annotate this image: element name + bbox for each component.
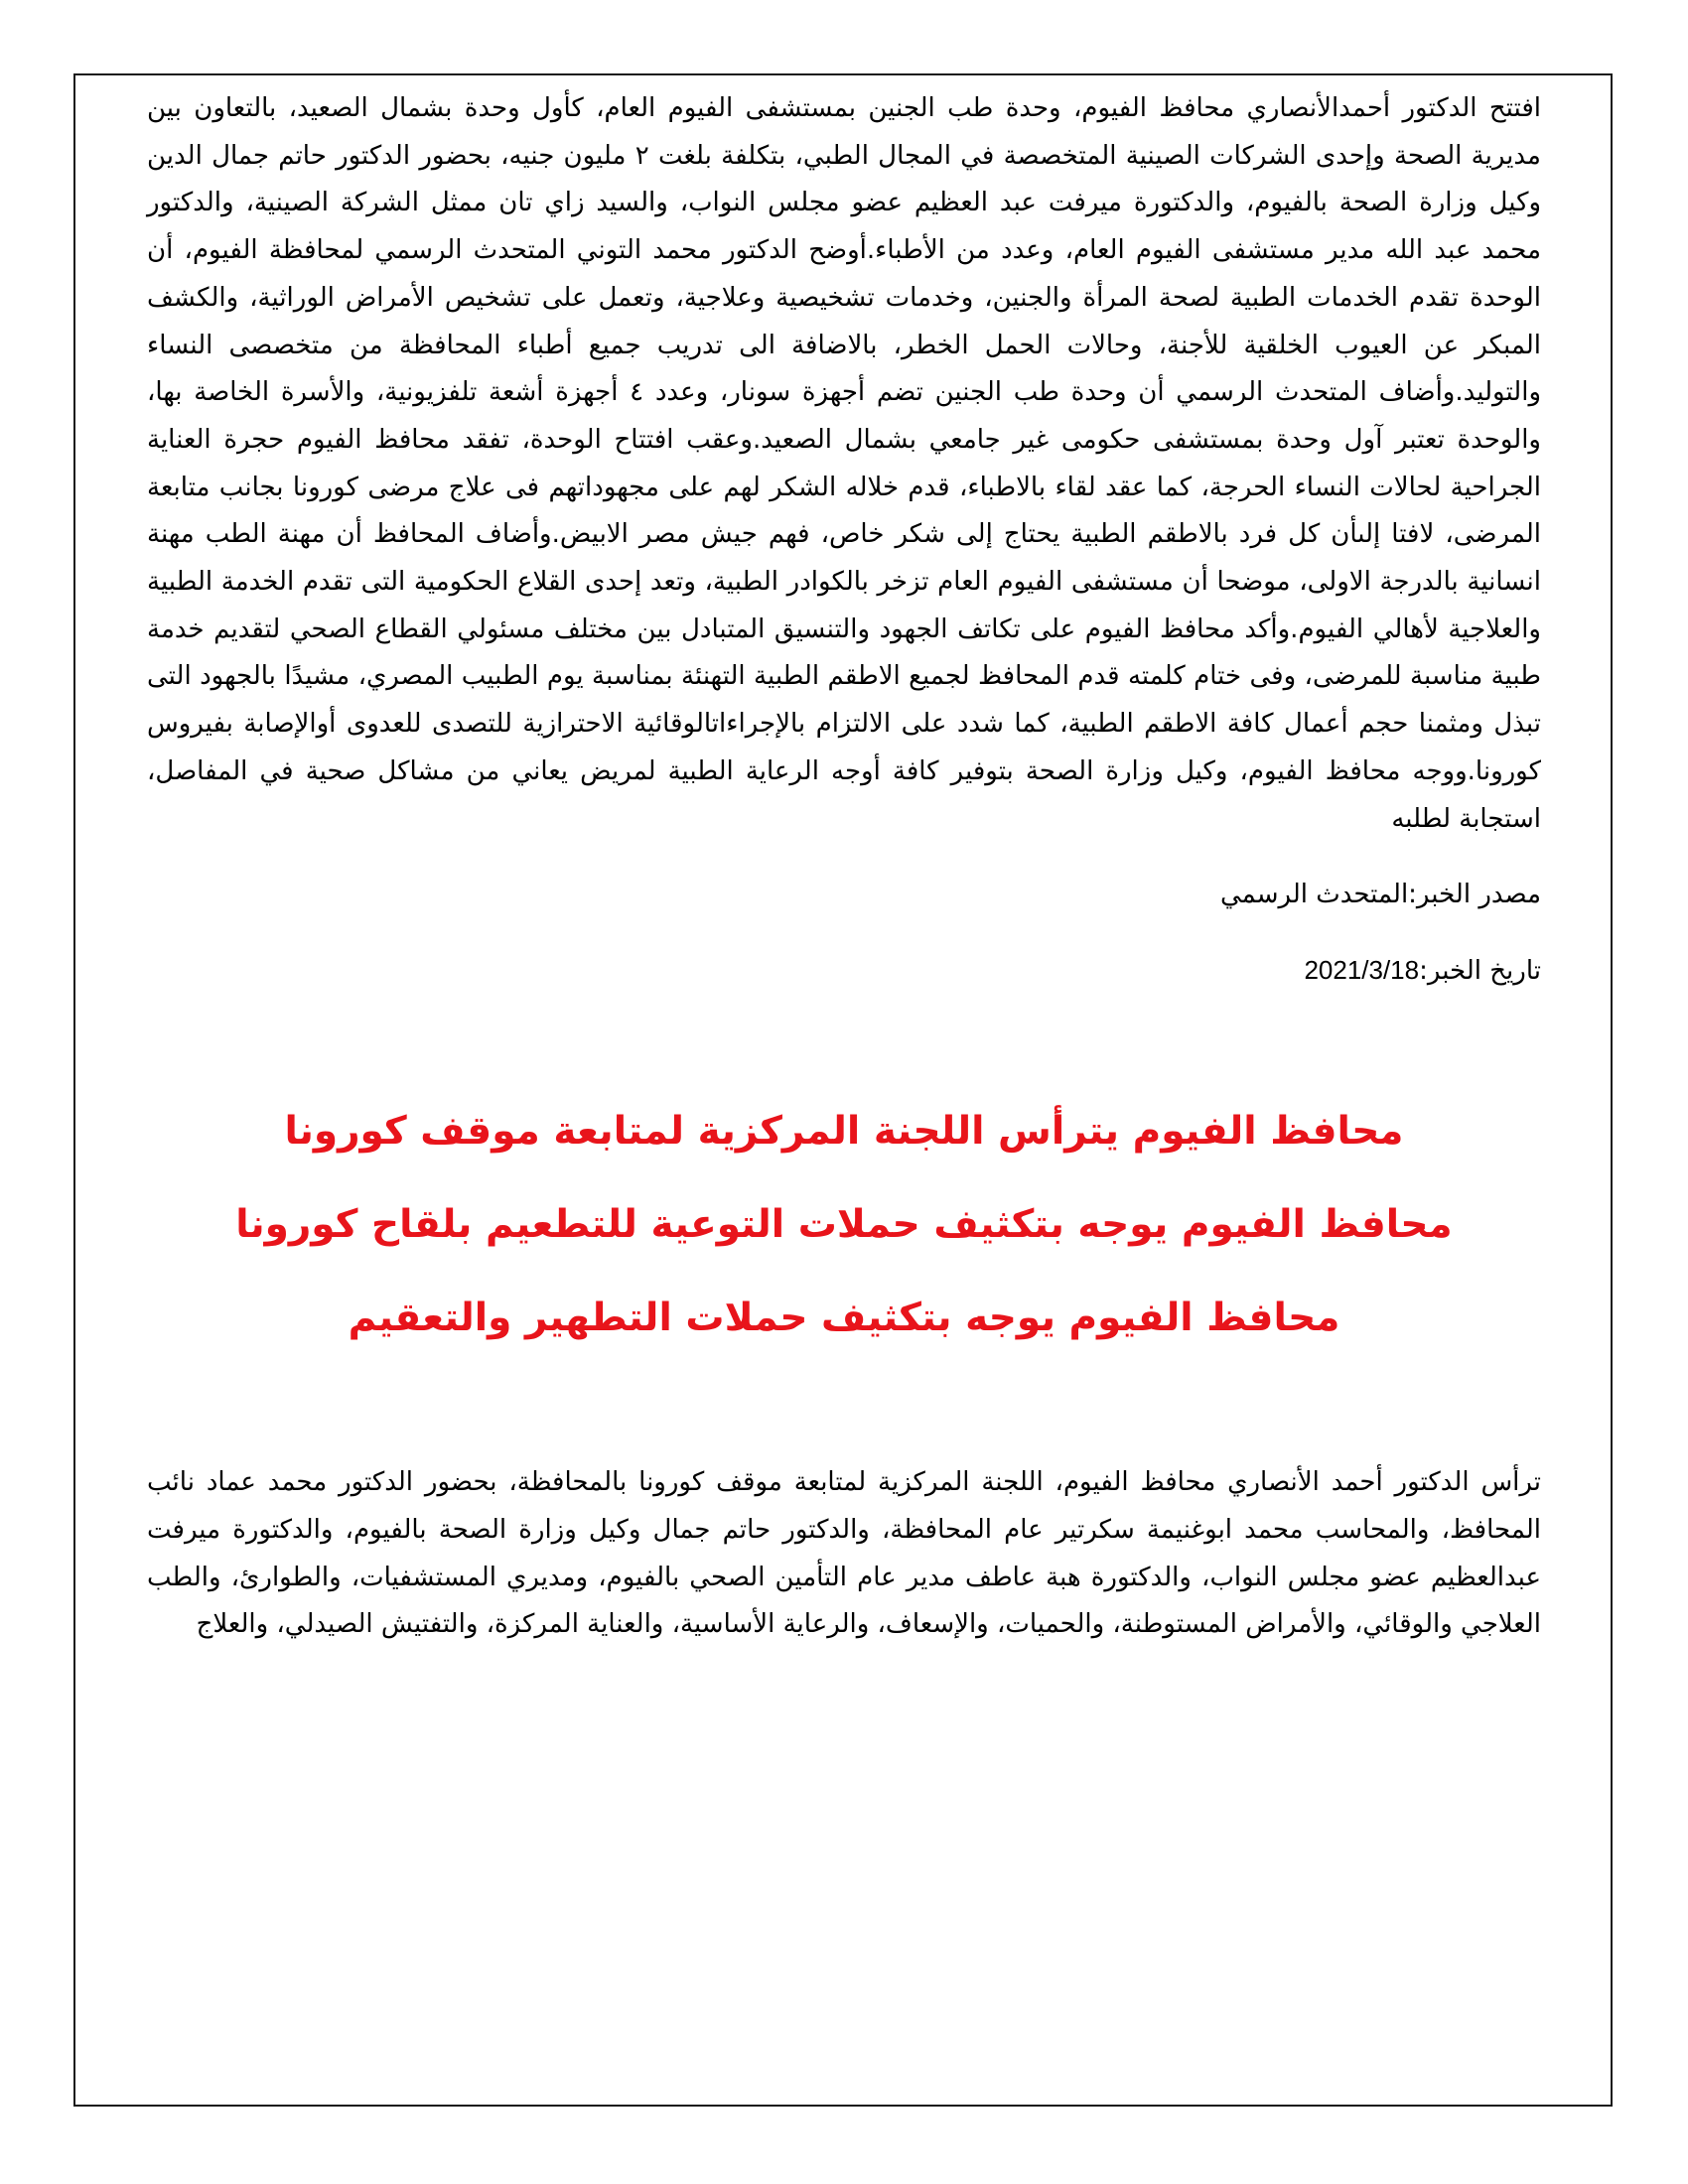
news-date-value: 2021/3/18 [1304, 955, 1420, 986]
news-source: مصدر الخبر:المتحدث الرسمي [1220, 880, 1541, 910]
news-date [147, 950, 1541, 991]
article-body-second: ترأس الدكتور أحمد الأنصاري محافظ الفيوم، اللجنة المركزية لمتابعة موقف كورونا بالمحافظة، بحضور الدكتور محمد عماد نائب المحافظ، والمحاسب محمد ابوغنيمة سكرتير عام المحافظة، والدكتور حاتم جمال وكيل وزارة الصحة بالفيوم، والدكتورة ميرفت عبدالعظيم عضو مجلس النواب، والدكتورة هبة عاطف مدير عام التأمين الصحي بالفيوم، ومديري المستشفيات، والطوارئ، والطب العلاجي والوقائي، والأمراض المستوطنة، والحميات، والإسعاف، والرعاية الأساسية، والعناية المركزة، والتفتيش الصيدلي، والعلاج [147, 1467, 1541, 1640]
headlines-block [147, 1108, 1541, 1342]
document-content [147, 85, 1541, 1649]
headline: محافظ الفيوم يوجه بتكثيف حملات التوعية للتطعيم بلقاح كورونا [235, 1202, 1453, 1248]
news-date-label: تاريخ الخبر: [1419, 956, 1541, 987]
headline: محافظ الفيوم يوجه بتكثيف حملات التطهير والتعقيم [348, 1296, 1340, 1341]
headline: محافظ الفيوم يترأس اللجنة المركزية لمتابعة موقف كورونا [284, 1109, 1404, 1155]
article-body: افتتح الدكتور أحمدالأنصاري محافظ الفيوم، وحدة طب الجنين بمستشفى الفيوم العام، كأول وحدة بشمال الصعيد، بالتعاون بين مديرية الصحة وإحدى الشركات الصينية المتخصصة في المجال الطبي، بتكلفة بلغت ٢ مليون جنيه، بحضور الدكتور حاتم جمال الدين وكيل وزارة الصحة بالفيوم، والدكتورة ميرفت عبد العظيم عضو مجلس النواب، والسيد زاي تان ممثل الشركة الصينية، والدكتور محمد عبد الله مدير مستشفى الفيوم العام، وعدد من الأطباء.أوضح الدكتور محمد التوني المتحدث الرسمي لمحافظة الفيوم، أن الوحدة تقدم الخدمات الطبية لصحة المرأة والجنين، وخدمات تشخيصية وعلاجية، وتعمل على تشخيص الأمراض الوراثية، والكشف المبكر عن العيوب الخلقية للأجنة، وحالات الحمل الخطر، بالاضافة الى تدريب جميع أطباء المحافظة من متخصصى النساء والتوليد.وأضاف المتحدث الرسمي أن وحدة طب الجنين تضم أجهزة سونار، وعدد ٤ أجهزة أشعة تلفزيونية، والأسرة الخاصة بها، والوحدة تعتبر آول وحدة بمستشفى حكومى غير جامعي بشمال الصعيد.وعقب افتتاح الوحدة، تفقد محافظ الفيوم حجرة العناية الجراحية لحالات النساء الحرجة، كما عقد لقاء بالاطباء، قدم خلاله الشكر لهم على مجهوداتهم فى علاج مرضى كورونا بجانب متابعة المرضى، لافتا إلىأن كل فرد بالاطقم الطبية يحتاج إلى شكر خاص، فهم جيش مصر الابيض.وأضاف المحافظ أن مهنة الطب مهنة انسانية بالدرجة الاولى، موضحا أن مستشفى الفيوم العام تزخر بالكوادر الطبية، وتعد إحدى القلاع الحكومية التى تقدم الخدمة الطبية والعلاجية لأهالي الفيوم.وأكد محافظ الفيوم على تكاتف الجهود والتنسيق المتبادل بين مختلف مسئولي القطاع الصحي لتقديم خدمة طبية مناسبة للمرضى، وفى ختام كلمته قدم المحافظ لجميع الاطقم الطبية التهنئة بمناسبة يوم الطبيب المصري، مشيدًا بالجهود التى تبذل ومثمنا حجم أعمال كافة الاطقم الطبية، كما شدد على الالتزام بالإجراءاتالوقائية الاحترازية للتصدى للعدوى أوالإصابة بفيروس كورونا.ووجه محافظ الفيوم، وكيل وزارة الصحة بتوفير كافة أوجه الرعاية الطبية لمريض يعاني من مشاكل صحية في المفاصل، استجابة لطلبه [147, 93, 1542, 834]
